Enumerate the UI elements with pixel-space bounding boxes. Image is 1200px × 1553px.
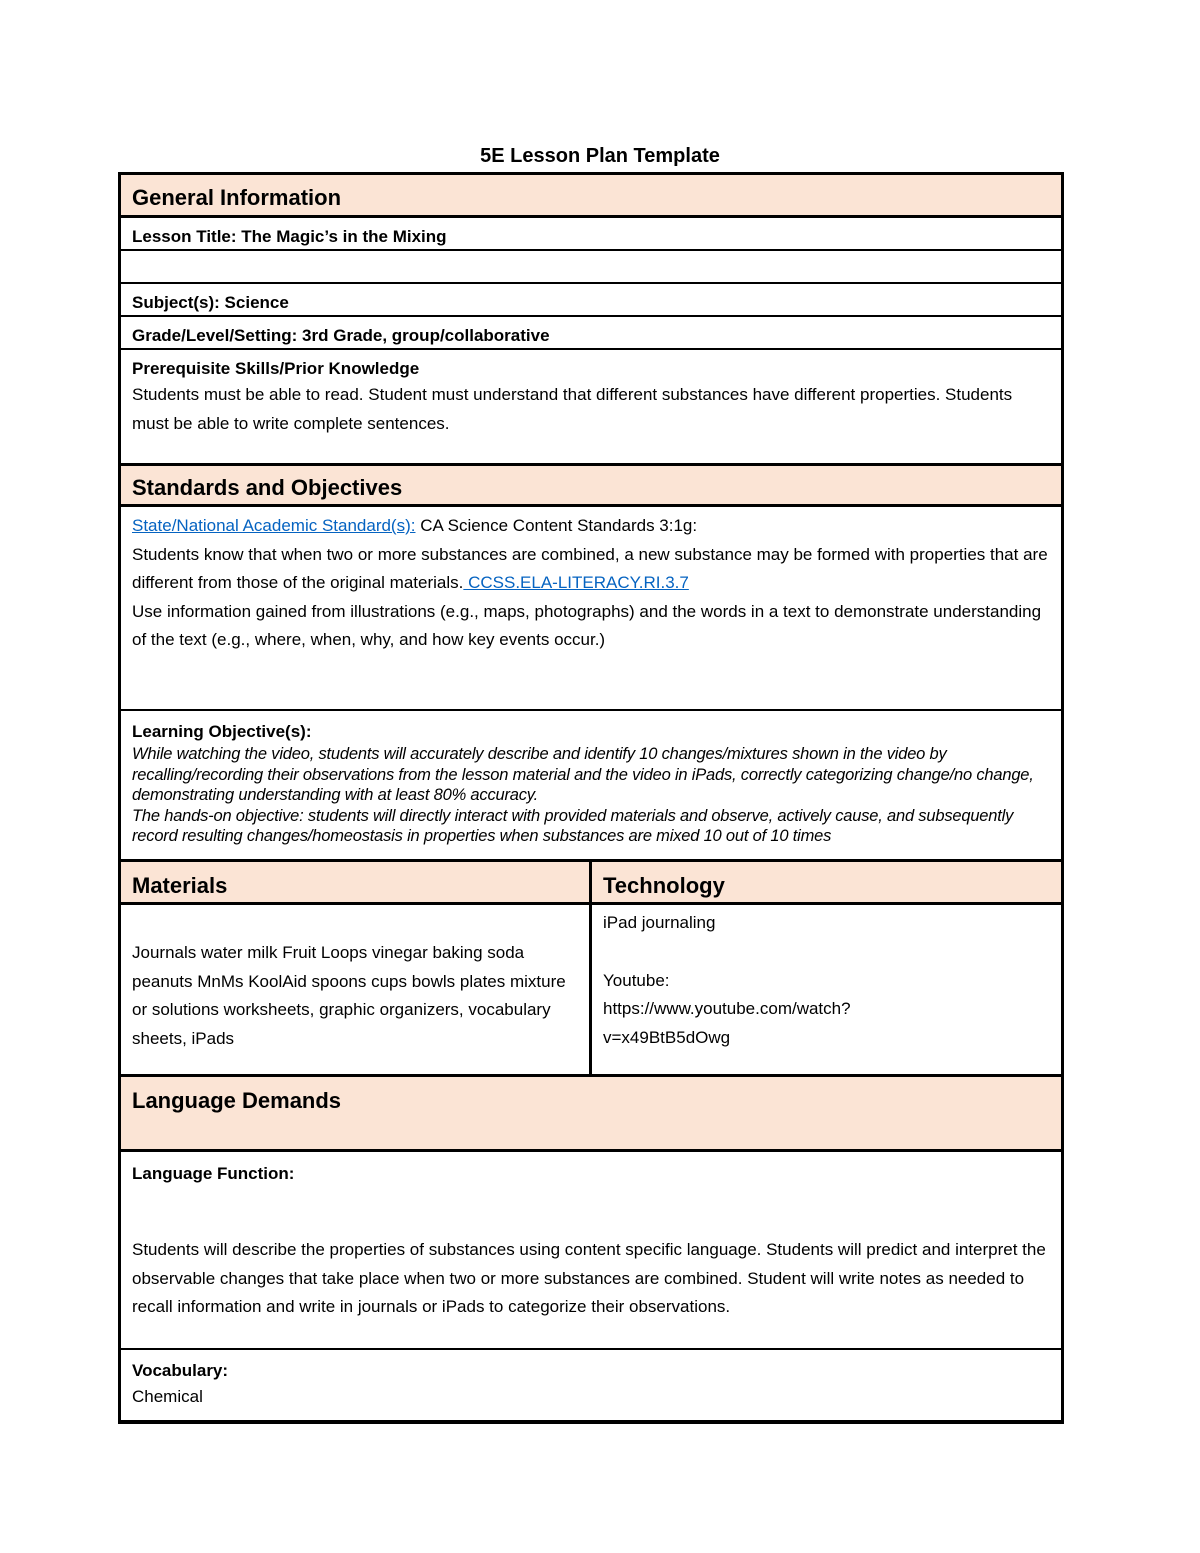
- standards-section: [121, 507, 1061, 711]
- lesson-plan-table: [118, 172, 1064, 1424]
- technology-content: [592, 905, 1061, 1074]
- ccss-text: Use information gained from illustrations (e.g., maps, photographs) and the words in a text to demonstrate understanding of the text (e.g., where, when, why, and how key events occur.): [132, 601, 1042, 649]
- learning-objectives-section: [121, 711, 1061, 862]
- objective-2: The hands-on objective: students will directly interact with provided materials and observe, actively cause, and subsequently record resulting changes/homeostasis in properties when substances are mixed 10 out of 10 times: [132, 806, 1014, 845]
- technology-line-4[interactable]: v=x49BtB5dOwg: [603, 1027, 731, 1047]
- standard-text: Students know that when two or more substances are combined, a new substance may be formed with properties that are different from those of the original materials.: [132, 544, 1048, 592]
- lesson-title: Lesson Title: The Magic’s in the Mixing: [121, 218, 1061, 251]
- technology-line-3[interactable]: https://www.youtube.com/watch?: [603, 999, 851, 1018]
- technology-line-1: iPad journaling: [603, 913, 716, 932]
- materials-header: Materials: [121, 862, 592, 902]
- technology-spacer: [603, 938, 1050, 967]
- standards-header: Standards and Objectives: [121, 466, 1061, 507]
- language-demands-header: Language Demands: [121, 1077, 1061, 1152]
- standard-description: [132, 541, 1050, 598]
- materials-technology-header-row: [121, 862, 1061, 905]
- technology-header: Technology: [603, 873, 725, 898]
- vocabulary-section: [121, 1350, 1061, 1423]
- subjects: Subject(s): Science: [121, 284, 1061, 317]
- prerequisite-label: Prerequisite Skills/Prior Knowledge: [132, 359, 420, 378]
- materials-text: Journals water milk Fruit Loops vinegar baking soda peanuts MnMs KoolAid spoons cups bowls plates mixture or solutions worksheets, graphic organizers, vocabulary sheets, iPads: [121, 905, 592, 1074]
- document-title: 5E Lesson Plan Template: [480, 145, 720, 167]
- objective-1: While watching the video, students will accurately describe and identify 10 changes/mixtures shown in the video by recalling/recording their observations from the lesson material and the video in iPads, correctly categorizing change/no change, demonstrating understanding with at least 80% accuracy.: [132, 745, 1034, 804]
- language-function-label: Language Function:: [132, 1164, 295, 1183]
- language-function-spacer: [132, 1186, 1050, 1236]
- materials-technology-body-row: [121, 905, 1061, 1077]
- language-function-section: [121, 1152, 1061, 1350]
- learning-objectives-label: Learning Objective(s):: [132, 722, 312, 741]
- vocabulary-text: Chemical: [132, 1387, 203, 1406]
- prerequisite-section: [121, 350, 1061, 466]
- prerequisite-text: Students must be able to read. Student must understand that different substances have different properties. Students must be able to write complete sentences.: [132, 385, 1013, 433]
- vocabulary-label: Vocabulary:: [132, 1361, 229, 1380]
- standard-line: [132, 512, 1050, 541]
- empty-row: [121, 251, 1061, 284]
- standard-name: CA Science Content Standards 3:1g:: [415, 516, 698, 535]
- standard-link[interactable]: State/National Academic Standard(s):: [132, 516, 416, 535]
- ccss-link[interactable]: CCSS.ELA-LITERACY.RI.3.7: [463, 573, 689, 592]
- grade-level-setting: Grade/Level/Setting: 3rd Grade, group/collaborative: [121, 317, 1061, 350]
- technology-line-2: Youtube:: [603, 970, 670, 990]
- language-function-text: Students will describe the properties of substances using content specific language. Students will predict and interpret the observable changes that take place when two or more substances are combined. Student will write notes as needed to recall information and write in journals or iPads to categorize their observations.: [132, 1240, 1046, 1316]
- general-information-header: General Information: [121, 175, 1061, 218]
